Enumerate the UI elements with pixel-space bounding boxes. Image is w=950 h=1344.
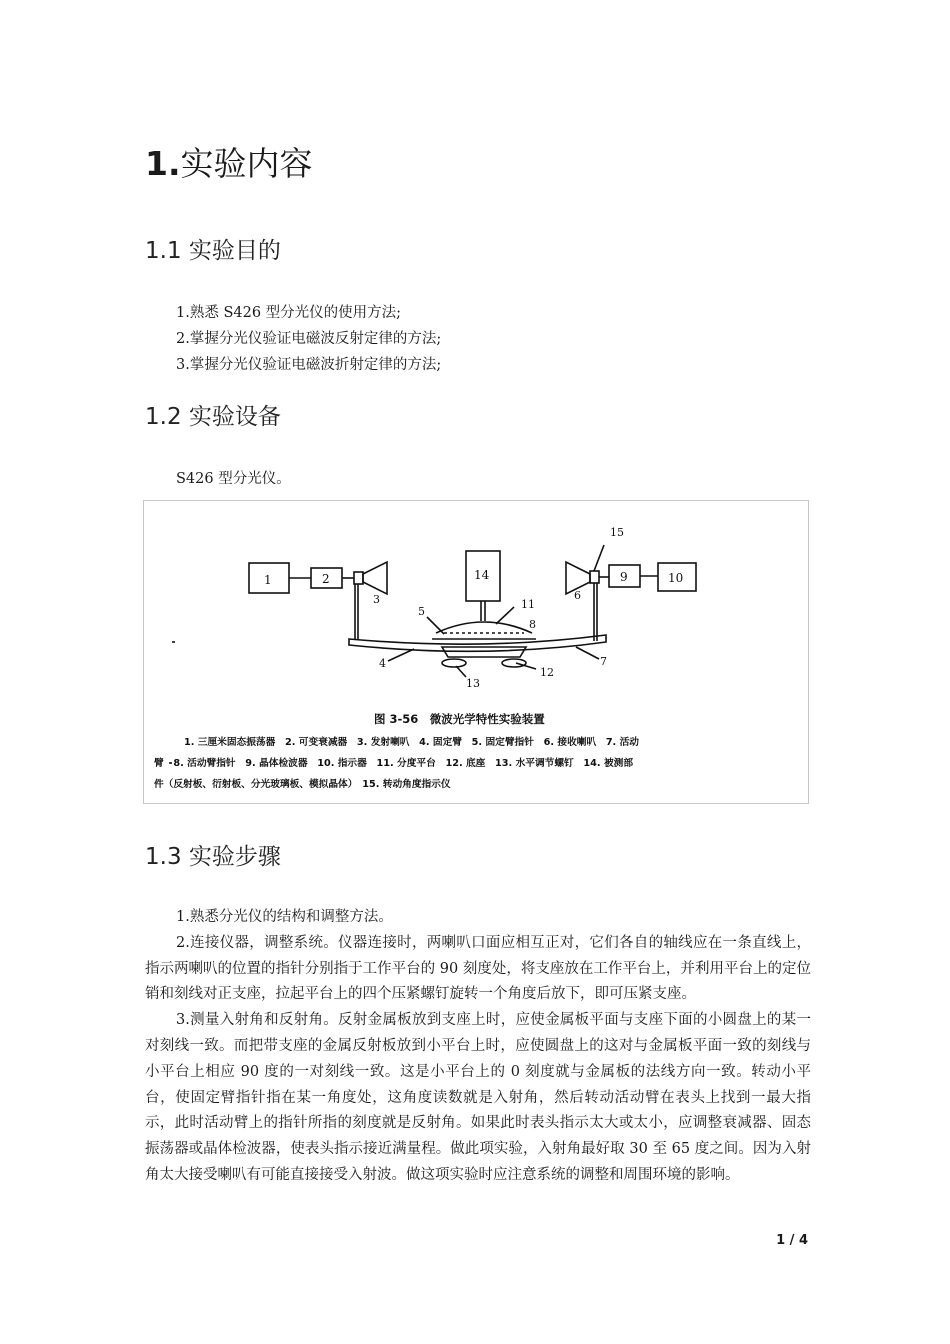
callout-label: 7 <box>600 655 607 668</box>
apparatus-diagram <box>144 501 808 803</box>
section-heading-steps: 1.3 实验步骤 <box>145 844 281 870</box>
transmit-mount <box>354 572 363 584</box>
callout-line <box>496 607 514 624</box>
steps-body <box>145 905 811 1189</box>
callout-label: 5 <box>418 605 425 618</box>
callout-label: 3 <box>373 593 380 606</box>
callout-label: 8 <box>529 618 536 631</box>
leveling-screw <box>442 659 466 667</box>
callout-line <box>576 647 599 659</box>
page-title <box>145 138 313 185</box>
page-number: 1 / 4 <box>776 1233 808 1248</box>
section-heading-purpose: 1.1 实验目的 <box>145 238 281 264</box>
figure-caption-line: 臂 8. 活动臂指针 9. 晶体检波器 10. 指示器 11. 分度平台 12. 底座 13. 水平调节螺钉 14. 被测部 <box>154 758 634 769</box>
transmit-horn-icon <box>363 562 387 594</box>
purpose-list <box>176 300 441 378</box>
title-number: 1. <box>145 144 181 183</box>
figure-caption-line: 件（反射板、衍射板、分光玻璃板、模拟晶体） 15. 转动角度指示仪 <box>154 779 451 790</box>
step-paragraph: 3.测量入射角和反射角。反射金属板放到支座上时，应使金属板平面与支座下面的小圆盘上的某一对刻线一致。而把带支座的金属反射板放到小平台上时，应使圆盘上的这对与金属板平面一致的刻线与小平台上相应 90 度的一对刻线一致。这是小平台上的 0 刻度就与金属板的法线方向一致。转动小平台，使固定臂指针指在某一角度处，这角度读数就是入射角，然后转动活动臂在表头上找到一最大指示，此时活动臂上的指针所指的刻度就是反射角。如果此时表头指示太大或太小，应调整衰减器、固态振荡器或晶体检波器，使表头指示接近满量程。做此项实验，入射角最好取 30 至 65 度之间。因为入射角太大接受喇叭有可能直接接受入射波。做这项实验时应注意系统的调整和周围环境的影响。 <box>145 1012 811 1183</box>
arm-assembly <box>349 635 606 651</box>
callout-line <box>456 666 466 677</box>
box-label: 10 <box>668 571 684 585</box>
callout-line <box>427 617 444 634</box>
apparatus-figure <box>143 500 809 804</box>
leveling-screw <box>502 659 526 667</box>
step-paragraph: 2.连接仪器，调整系统。仪器连接时，两喇叭口面应相互正对，它们各自的轴线应在一条直线上，指示两喇叭的位置的指针分别指于工作平台的 90 刻度处，将支座放在工作平台上，并利用平台上的定位销和刻线对正支座，拉起平台上的四个压紧螺钉旋转一个角度后放下，即可压紧支座。 <box>145 934 811 1003</box>
equipment-text: S426 型分光仪。 <box>176 471 291 487</box>
callout-line <box>388 649 414 661</box>
callout-label: 12 <box>540 666 554 679</box>
callout-label: 6 <box>574 589 581 602</box>
receive-mount <box>590 571 599 583</box>
step-paragraph: 1.熟悉分光仪的结构和调整方法。 <box>176 909 393 925</box>
purpose-item: 1.熟悉 S426 型分光仪的使用方法; <box>176 305 402 321</box>
section-heading-equipment: 1.2 实验设备 <box>145 404 281 430</box>
callout-label: 4 <box>379 657 386 670</box>
box-label: 1 <box>264 573 272 587</box>
figure-caption-line: 1. 三厘米固态振荡器 2. 可变衰减器 3. 发射喇叭 4. 固定臂 5. 固定臂指针 6. 接收喇叭 7. 活动 <box>184 737 639 748</box>
callout-label: 13 <box>466 677 480 690</box>
callout-label: 15 <box>610 526 624 539</box>
platform-top <box>436 622 532 633</box>
box-label: 2 <box>322 572 330 586</box>
purpose-item: 3.掌握分光仪验证电磁波折射定律的方法; <box>176 357 442 373</box>
box-label: 9 <box>620 570 628 584</box>
callout-label: 11 <box>521 598 535 611</box>
box-label: 14 <box>474 568 490 582</box>
purpose-item: 2.掌握分光仪验证电磁波反射定律的方法; <box>176 331 442 347</box>
figure-caption-title: 图 3-56 微波光学特性实验装置 <box>374 712 545 726</box>
title-text: 实验内容 <box>180 144 313 183</box>
callout-line <box>594 545 604 571</box>
